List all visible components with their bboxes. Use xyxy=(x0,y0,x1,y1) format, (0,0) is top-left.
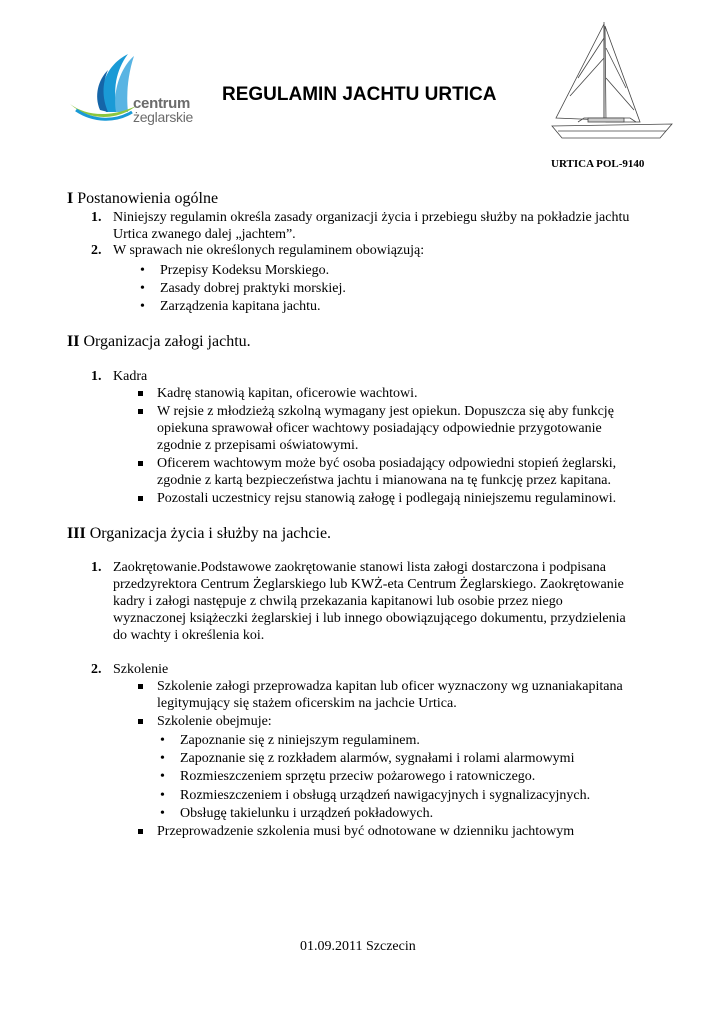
s2-square-2-line-3: zgodnie z przepisami oświatowymi. xyxy=(157,438,359,453)
s3-item-1-line-1: Zaokrętowanie.Podstawowe zaokrętowanie stanowi lista załogi dostarczona i podpisana xyxy=(113,560,606,575)
s1-item-2-number: 2. xyxy=(91,243,102,258)
section-2-title: Organizacja załogi jachtu. xyxy=(79,333,251,350)
square-bullet xyxy=(138,391,143,396)
section-2-heading xyxy=(67,333,251,351)
bullet-dot: • xyxy=(160,806,165,821)
square-bullet xyxy=(138,684,143,689)
s2-square-1-line-1: Kadrę stanowią kapitan, oficerowie wachtowi. xyxy=(157,386,418,401)
s2-square-3-line-2: zgodnie z kartą bezpieczeństwa jachtu i mianowana na tę funkcję przez kapitana. xyxy=(157,473,611,488)
s3-item-1-number: 1. xyxy=(91,560,102,575)
s3-sub-bullet-1: Zapoznanie się z niniejszym regulaminem. xyxy=(180,733,420,748)
bullet-dot: • xyxy=(160,751,165,766)
s1-item-1-number: 1. xyxy=(91,210,102,225)
s1-item-1-line-1: Niniejszy regulamin określa zasady organizacji życia i przebiegu służby na pokładzie jachtu xyxy=(113,210,630,225)
bullet-dot: • xyxy=(160,788,165,803)
s2-square-2-line-2: opiekuna sprawował oficer wachtowy posiadający odpowiednie przygotowanie xyxy=(157,421,602,436)
bullet-dot: • xyxy=(160,769,165,784)
s3-sub-bullet-2: Zapoznanie się z rozkładem alarmów, sygnałami i rolami alarmowymi xyxy=(180,751,575,766)
square-bullet xyxy=(138,461,143,466)
section-1-heading xyxy=(67,190,218,208)
section-1-title: Postanowienia ogólne xyxy=(73,190,219,207)
bullet-dot: • xyxy=(140,281,145,296)
square-bullet xyxy=(138,409,143,414)
s3-sub-bullet-3: Rozmieszczeniem sprzętu przeciw pożarowego i ratowniczego. xyxy=(180,769,536,784)
s1-item-1-line-2: Urtica zwanego dalej „jachtem”. xyxy=(113,227,296,242)
s3-item-2-label: Szkolenie xyxy=(113,662,169,677)
square-bullet xyxy=(138,829,143,834)
s2-square-3-line-1: Oficerem wachtowym może być osoba posiadający odpowiedni stopień żeglarski, xyxy=(157,456,617,471)
bullet-dot: • xyxy=(140,263,145,278)
section-2-numeral: II xyxy=(67,333,80,350)
s2-square-2-line-1: W rejsie z młodzieżą szkolną wymagany jest opiekun. Dopuszcza się aby funkcję xyxy=(157,404,614,419)
s3-item-1-line-2: przedzyrektora Centrum Żeglarskiego lub KWŻ-eta Centrum Żeglarskiego. Zaokrętowanie xyxy=(113,577,624,592)
logo-text-centrum: centrum xyxy=(133,95,191,112)
s3-square-1-line-1: Szkolenie załogi przeprowadza kapitan lub oficer wyznaczony wg uznaniakapitana xyxy=(157,679,623,694)
s2-item-1-label: Kadra xyxy=(113,369,148,384)
square-bullet xyxy=(138,496,143,501)
s3-sub-bullet-5: Obsługę takielunku i urządzeń pokładowych. xyxy=(180,806,434,821)
date-and-place: 01.09.2011 Szczecin xyxy=(300,939,416,954)
section-3-numeral: III xyxy=(67,525,86,542)
s2-item-1-number: 1. xyxy=(91,369,102,384)
yacht-drawing xyxy=(548,18,676,146)
bullet-dot: • xyxy=(160,733,165,748)
s1-item-2-line-1: W sprawach nie określonych regulaminem obowiązują: xyxy=(113,243,425,258)
logo-text-zeglarskie: żeglarskie xyxy=(133,109,194,125)
s2-square-4-line-1: Pozostali uczestnicy rejsu stanowią załogę i podlegają niniejszemu regulaminowi. xyxy=(157,491,617,506)
s3-item-2-number: 2. xyxy=(91,662,102,677)
s1-bullet-2: Zasady dobrej praktyki morskiej. xyxy=(160,281,346,296)
s3-item-1-line-4: wyznaczonej książeczki żeglarskiej i lub innego obowiązującego dokumentu, przydzielenia xyxy=(113,611,626,626)
bullet-dot: • xyxy=(140,299,145,314)
page-title: REGULAMIN JACHTU URTICA xyxy=(222,84,497,105)
section-3-heading xyxy=(67,525,331,543)
square-bullet xyxy=(138,719,143,724)
s3-sub-bullet-4: Rozmieszczeniem i obsługą urządzeń nawigacyjnych i sygnalizacyjnych. xyxy=(180,788,591,803)
s3-square-3-line-1: Przeprowadzenie szkolenia musi być odnotowane w dzienniku jachtowym xyxy=(157,824,575,839)
s3-square-1-line-2: legitymujący się stażem oficerskim na jachcie Urtica. xyxy=(157,696,457,711)
yacht-caption: URTICA POL-9140 xyxy=(551,158,645,170)
section-3-title: Organizacja życia i służby na jachcie. xyxy=(85,525,332,542)
s3-item-1-line-5: do wachty i określenia koi. xyxy=(113,628,265,643)
s3-item-1-line-3: kadry i załogi następuje z chwilą przekazania kapitanowi lub osobie przez niego xyxy=(113,594,563,609)
s1-bullet-1: Przepisy Kodeksu Morskiego. xyxy=(160,263,330,278)
s1-bullet-3: Zarządzenia kapitana jachtu. xyxy=(160,299,321,314)
section-1-numeral: I xyxy=(67,190,74,207)
s3-square-2-line-1: Szkolenie obejmuje: xyxy=(157,714,272,729)
